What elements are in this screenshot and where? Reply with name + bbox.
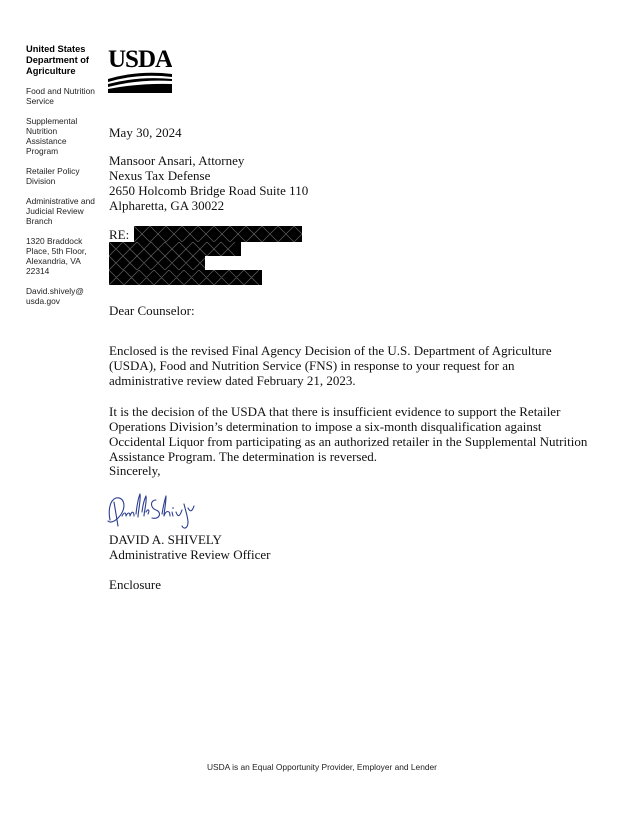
letter-date: May 30, 2024 (109, 125, 182, 140)
sidebar-division: Retailer Policy Division (26, 166, 80, 186)
svg-text:USDA: USDA (108, 46, 172, 73)
recipient-city: Alpharetta, GA 30022 (109, 198, 225, 213)
sidebar (26, 44, 96, 316)
enclosure-note: Enclosure (109, 577, 161, 592)
redaction-block (109, 242, 241, 256)
re-label: RE: (109, 227, 130, 242)
signer-title: Administrative Review Officer (109, 547, 271, 562)
usda-logo (108, 46, 172, 96)
department-name: United States Department of Agriculture (26, 44, 90, 76)
sidebar-address: 1320 Braddock Place, 5th Floor, Alexandria, VA 22314 (26, 236, 87, 276)
recipient-company: Nexus Tax Defense (109, 168, 211, 183)
recipient-name: Mansoor Ansari, Attorney (109, 153, 245, 168)
redaction-block (109, 270, 262, 285)
closing: Sincerely, (109, 463, 161, 478)
sidebar-program: Supplemental Nutrition Assistance Program (26, 116, 78, 156)
sidebar-branch: Administrative and Judicial Review Branch (26, 196, 95, 226)
signature-image (104, 490, 196, 532)
sidebar-email: David.shively@ usda.gov (26, 286, 84, 306)
signer-name: DAVID A. SHIVELY (109, 532, 222, 547)
recipient-block (109, 153, 589, 213)
redaction-block (109, 256, 205, 270)
redaction-block (134, 226, 302, 242)
recipient-street: 2650 Holcomb Bridge Road Suite 110 (109, 183, 309, 198)
salutation: Dear Counselor: (109, 303, 195, 318)
signer-block (109, 532, 589, 562)
footer-statement: USDA is an Equal Opportunity Provider, Employer and Lender (207, 762, 437, 772)
sidebar-agency: Food and Nutrition Service (26, 86, 95, 106)
body-paragraph: Enclosed is the revised Final Agency Decision of the U.S. Department of Agriculture (USDA), Food and Nutrition Service (FNS) in response to your request for an administrative review dated February 21, 2023. (109, 343, 552, 388)
body-paragraph: It is the decision of the USDA that there is insufficient evidence to support the Retailer Operations Division’s determination to impose a six-month disqualification against Occidental Liquor from participating as an authorized retailer in the Supplemental Nutrition Assistance Program. The determination is reversed. (109, 404, 588, 464)
